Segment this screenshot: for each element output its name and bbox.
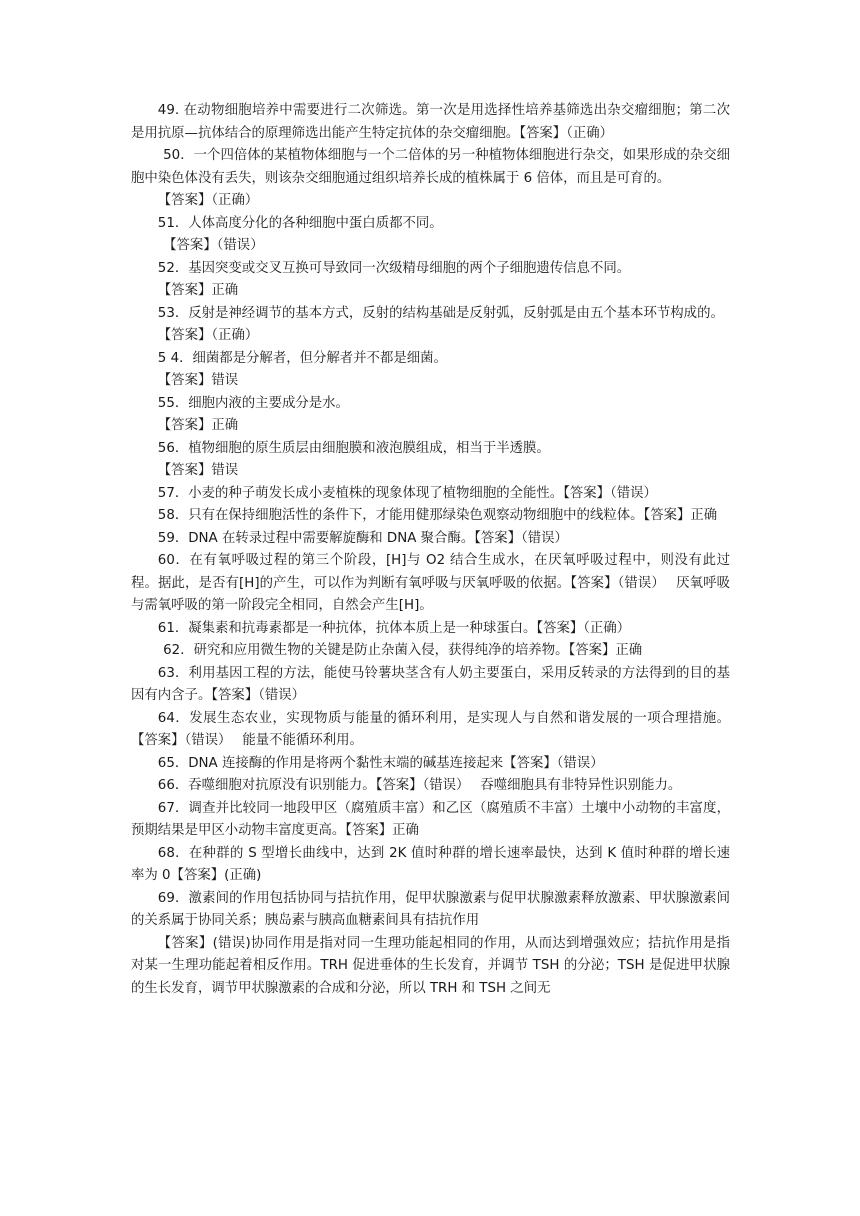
answer-69: 【答案】(错误)协同作用是指对同一生理功能起相同的作用，从而达到增强效应；拮抗作用是指对某一生理功能起着相反作用。TRH 促进垂体的生长发育，并调节 TSH 的分泌；TSH 是促进甲状腺的生长发育，调节甲状腺激素的合成和分泌，所以 TRH 和 TSH 之间无 bbox=[131, 935, 730, 996]
answer-56: 【答案】错误 bbox=[157, 463, 239, 478]
question-52: 52．基因突变或交叉互换可导致同一次级精母细胞的两个子细胞遗传信息不同。 bbox=[157, 260, 631, 276]
question-68: 68．在种群的 S 型增长曲线中，达到 2K 值时种群的增长速率最快，达到 K 值时种群的增长速率为 0【答案】(正确) bbox=[131, 845, 730, 883]
question-51: 51．人体高度分化的各种细胞中蛋白质都不同。 bbox=[157, 215, 443, 231]
question-50: 50．一个四倍体的某植物体细胞与一个二倍体的另一种植物体细胞进行杂交，如果形成的杂交细胞中染色体没有丢失，则该杂交细胞通过组织培养长成的植株属于 6 倍体，而且是可育的。 bbox=[131, 148, 730, 186]
question-55: 55．细胞内液的主要成分是水。 bbox=[157, 395, 349, 411]
question-69: 69．激素间的作用包括协同与拮抗作用，促甲状腺激素与促甲状腺激素释放激素、甲状腺激素间的关系属于协同关系；胰岛素与胰高血糖素间具有拮抗作用 bbox=[131, 890, 730, 928]
answer-50: 【答案】（正确） bbox=[157, 193, 259, 208]
question-63: 63．利用基因工程的方法，能使马铃薯块茎含有人奶主要蛋白，采用反转录的方法得到的目的基因有内含子。【答案】（错误） bbox=[131, 665, 730, 703]
question-56: 56．植物细胞的原生质层由细胞膜和液泡膜组成，相当于半透膜。 bbox=[157, 440, 550, 456]
question-66: 66．吞噬细胞对抗原没有识别能力。【答案】（错误） 吞噬细胞具有非特异性识别能力。 bbox=[157, 778, 682, 793]
answer-52: 【答案】正确 bbox=[157, 283, 239, 298]
question-54: 5 4．细菌都是分解者，但分解者并不都是细菌。 bbox=[157, 350, 447, 366]
question-57: 57．小麦的种子萌发长成小麦植株的现象体现了植物细胞的全能性。【答案】（错误） bbox=[157, 485, 657, 501]
question-53: 53．反射是神经调节的基本方式，反射的结构基础是反射弧，反射弧是由五个基本环节构成的。 bbox=[157, 305, 724, 321]
question-64: 64．发展生态农业，实现物质与能量的循环利用，是实现人与自然和谐发展的一项合理措施。【答案】（错误） 能量不能循环利用。 bbox=[131, 710, 730, 748]
question-61: 61．凝集素和抗毒素都是一种抗体，抗体本质上是一种球蛋白。【答案】（正确） bbox=[157, 620, 631, 636]
question-65: 65．DNA 连接酶的作用是将两个黏性末端的碱基连接起来【答案】（错误） bbox=[157, 755, 604, 771]
answer-54: 【答案】错误 bbox=[157, 373, 239, 388]
answer-51: 【答案】（错误） bbox=[163, 238, 264, 253]
question-58: 58．只有在保持细胞活性的条件下，才能用健那绿染色观察动物细胞中的线粒体。【答案】正确 bbox=[157, 508, 718, 523]
document-body bbox=[131, 100, 730, 1000]
answer-53: 【答案】（正确） bbox=[157, 328, 259, 343]
question-67: 67．调查并比较同一地段甲区（腐殖质丰富）和乙区（腐殖质不丰富）土壤中小动物的丰富度，预期结果是甲区小动物丰富度更高。【答案】正确 bbox=[131, 800, 730, 838]
question-49: 49. 在动物细胞培养中需要进行二次筛选。第一次是用选择性培养基筛选出杂交瘤细胞；第二次是用抗原—抗体结合的原理筛选出能产生特定抗体的杂交瘤细胞。【答案】（正确） bbox=[131, 103, 730, 141]
question-60: 60．在有氧呼吸过程的第三个阶段，[H]与 O2 结合生成水，在厌氧呼吸过程中，则没有此过程。据此，是否有[H]的产生，可以作为判断有氧呼吸与厌氧呼吸的依据。【答案】（错误） 厌氧呼吸与需氧呼吸的第一阶段完全相同，自然会产生[H]。 bbox=[131, 553, 730, 613]
question-62: 62．研究和应用微生物的关键是防止杂菌入侵，获得纯净的培养物。【答案】正确 bbox=[163, 643, 643, 658]
answer-55: 【答案】正确 bbox=[157, 418, 239, 433]
question-59: 59．DNA 在转录过程中需要解旋酶和 DNA 聚合酶。【答案】（错误） bbox=[157, 530, 568, 546]
